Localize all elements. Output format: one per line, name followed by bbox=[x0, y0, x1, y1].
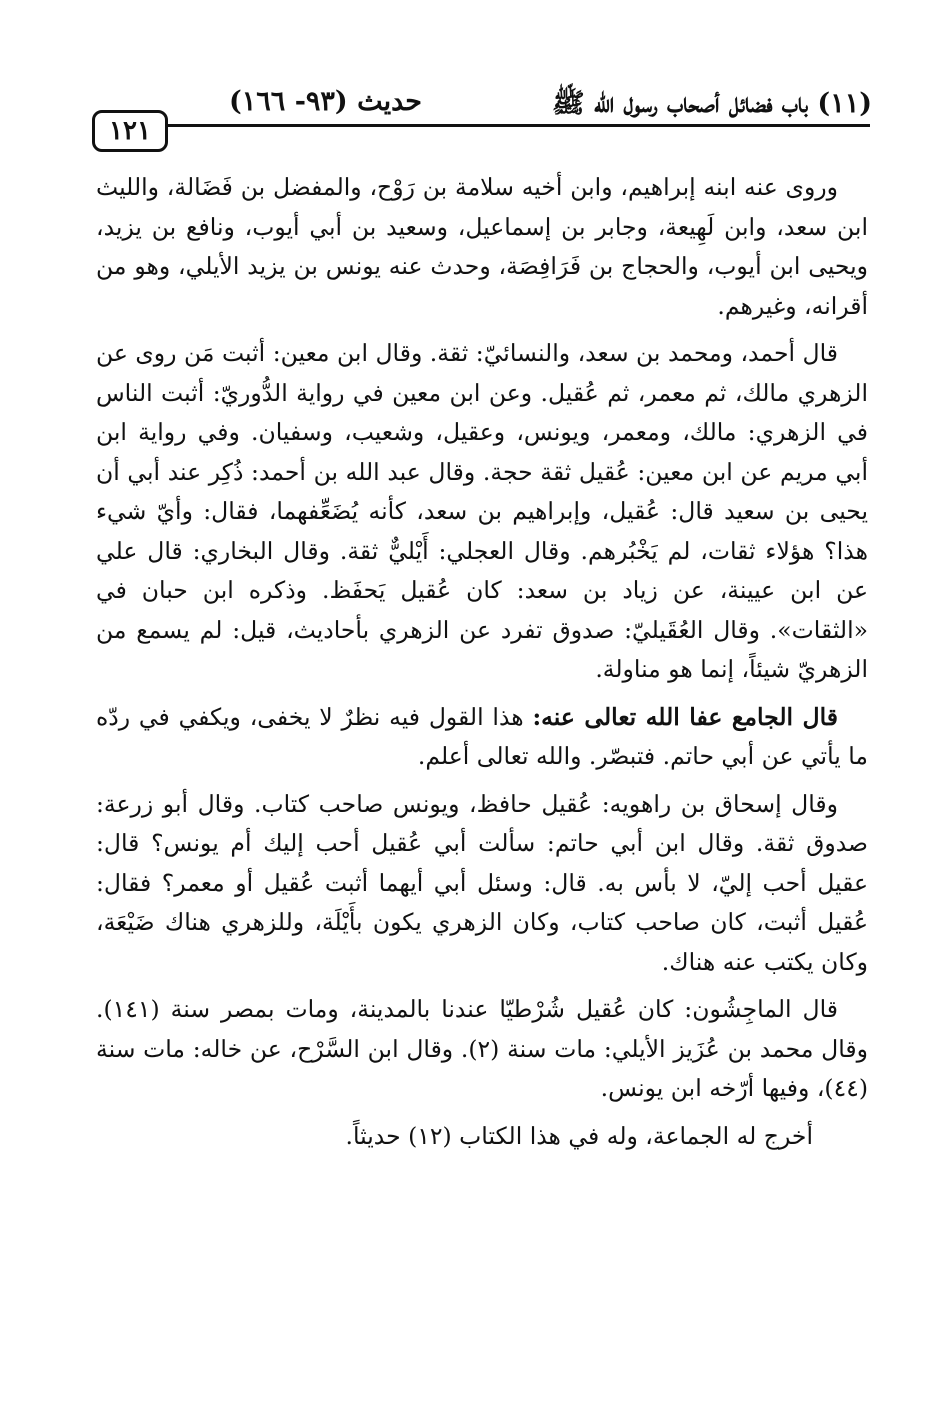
paragraph-text: وقال إسحاق بن راهويه: عُقيل حافظ، ويونس صاحب كتاب. وقال أبو زرعة: صدوق ثقة. وقال ابن أبي حاتم: سألت أبي عُقيل أحب إليك أم يونس؟ قال: عقيل أحب إليّ، لا بأس به. قال: وسئل أبي أيهما أثبت عُقيل أو معمر؟ فقال: عُقيل أثبت، كان صاحب كتاب، وكان الزهري يكون بأَيْلَة، وللزهري هناك ضَيْعَة، وكان يكتب عنه هناك. bbox=[96, 789, 868, 976]
paragraph-text: وروى عنه ابنه إبراهيم، وابن أخيه سلامة بن رَوْح، والمفضل بن فَضَالة، والليث ابن سعد، وابن لَهِيعة، وجابر بن إسماعيل، وسعيد بن أبي أيوب، ونافع بن يزيد، ويحيى ابن أيوب، والحجاج بن فَرَافِصَة، وحدث عنه يونس بن يزيد الأيلي، وهو من أقرانه، وغيرهم. bbox=[96, 173, 868, 320]
page-number: ١٢١ bbox=[109, 116, 151, 146]
body-text bbox=[96, 168, 868, 1164]
page-number-box bbox=[92, 110, 168, 152]
compiler-note-lead: قال الجامع عفا الله تعالى عنه: bbox=[532, 702, 838, 731]
paragraph-ishaq bbox=[96, 785, 868, 983]
paragraph-text: أخرج له الجماعة، وله في هذا الكتاب (١٢) حديثاً. bbox=[345, 1121, 813, 1150]
header-rule bbox=[168, 124, 870, 127]
paragraph-text: قال أحمد، ومحمد بن سعد، والنسائيّ: ثقة. وقال ابن معين: أثبت مَن روى عن الزهري مالك، ثم معمر، ثم عُقيل. وعن ابن معين في رواية الدُّوريّ: أثبت الناس في الزهري: مالك، ومعمر، ويونس، وعقيل، وشعيب، وسفيان. وفي رواية ابن أبي مريم عن ابن معين: عُقيل ثقة حجة. وقال عبد الله بن أحمد: ذُكِر عند أبي أن يحيى بن سعيد قال: عُقيل، وإبراهيم بن سعد، كأنه يُضَعِّفهما، فقال: وأيّ شيء هذا؟ هؤلاء ثقات، لم يَخْبُرهم. وقال العجلي: أَيْليٌّ ثقة. وقال البخاري: قال علي عن ابن عيينة، عن زياد بن سعد: كان عُقيل يَحفَظ. وذكره ابن حبان في «الثقات». وقال العُقَيليّ: صدوق تفرد عن الزهري بأحاديث، قيل: لم يسمع من الزهريّ شيئاً، إنما هو مناولة. bbox=[96, 339, 868, 683]
paragraph-text: هذا القول فيه نظرٌ لا يخفى، ويكفي في ردّه ما يأتي عن أبي حاتم. فتبصّر. والله تعالى أعلم. bbox=[96, 702, 868, 770]
paragraph-death bbox=[96, 990, 868, 1109]
hadith-range: حديث (٩٣- ١٦٦) bbox=[229, 86, 422, 117]
paragraph-text: قال الماجِشُون: كان عُقيل شُرْطيّا عندنا بالمدينة، ومات بمصر سنة (١٤١). وقال محمد بن عُزَيز الأيلي: مات سنة (٢). وقال ابن السَّرْح، عن خاله: مات سنة (٤٤)، وفيها أرّخه ابن يونس. bbox=[96, 995, 868, 1102]
paragraph-narrators bbox=[96, 168, 868, 326]
paragraph-takhrij bbox=[96, 1117, 868, 1157]
paragraph-gradings bbox=[96, 334, 868, 690]
paragraph-compiler-note bbox=[96, 698, 868, 777]
chapter-title: (١١) باب فضائل أصحاب رسول الله ﷺ bbox=[551, 88, 872, 119]
